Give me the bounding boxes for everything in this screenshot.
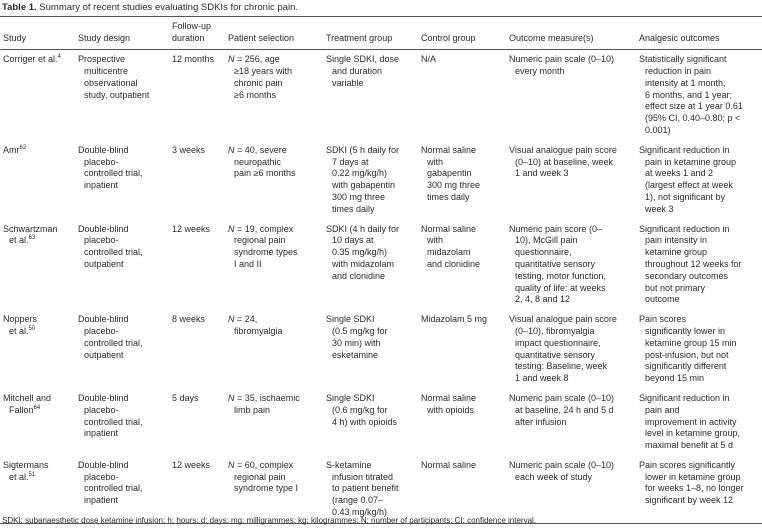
control-group-cell	[418, 50, 506, 141]
outcome-measures-cell	[506, 141, 636, 220]
outcome-measures-cell	[506, 310, 636, 389]
control-group: Normal saline with gabapentin 300 mg three times daily	[421, 144, 481, 202]
reference-number: 51	[28, 471, 36, 478]
analgesic-outcomes: Significant reduction in pain and improvement in activity level in ketamine group, maximal benefit at 5 d	[639, 392, 741, 451]
table-label: Table 1.	[2, 2, 37, 13]
outcome-measures: Numeric pain score (0– 10), McGill pain questionnaire, quantitative sensory testing, motor function, quality of life: at weeks 2, 4, 8 and 12	[509, 223, 607, 305]
table-row	[0, 389, 762, 456]
outcome-measures-cell	[506, 389, 636, 456]
follow-up-duration-cell	[169, 389, 225, 456]
analgesic-outcomes-cell	[636, 220, 762, 311]
table-row	[0, 141, 762, 220]
analgesic-outcomes-cell	[636, 50, 762, 141]
treatment-group-cell	[323, 220, 418, 311]
treatment-group-cell	[323, 456, 418, 523]
outcome-measures-cell	[506, 456, 636, 523]
header-row	[0, 17, 762, 50]
follow-up-duration: 3 weeks	[172, 144, 206, 155]
table-row	[0, 310, 762, 389]
participant-count-symbol: N	[228, 392, 235, 403]
patient-selection-cell	[225, 141, 323, 220]
patient-selection-text: = 24, fibromyalgia	[234, 314, 283, 336]
study-name	[3, 393, 75, 417]
follow-up-duration: 8 weeks	[172, 314, 206, 325]
table-row	[0, 50, 762, 141]
column-header: Analgesic outcomes	[639, 32, 720, 43]
study-design-cell	[75, 310, 169, 389]
control-group-cell	[418, 220, 506, 311]
table-row	[0, 456, 762, 523]
study-design: Double-blind placebo- controlled trial, outpatient	[78, 223, 143, 269]
control-group: N/A	[421, 54, 437, 65]
follow-up-duration-cell	[169, 50, 225, 141]
analgesic-outcomes: Significant reduction in pain intensity in ketamine group throughout 12 weeks for secondary outcomes but not primary outcome	[639, 223, 742, 305]
treatment-group-cell	[323, 141, 418, 220]
study-design-cell	[75, 389, 169, 456]
analgesic-outcomes: Significant reduction in pain in ketamine group at weeks 1 and 2 (largest effect at week 1), not significant by week 3	[639, 144, 737, 214]
study-name-text: Mitchell and Fallon	[3, 392, 52, 415]
study-name-text: Noppers et al.	[3, 314, 38, 336]
control-group-cell	[418, 456, 506, 523]
study-name-text: Schwartzman et al.	[3, 223, 58, 246]
patient-selection-cell	[225, 310, 323, 389]
patient-selection-text: = 60, complex regional pain syndrome type I	[234, 459, 299, 494]
reference-number: 4	[57, 54, 61, 61]
study-design-cell	[75, 50, 169, 141]
reference-number: 50	[28, 325, 36, 332]
analgesic-outcomes: Pain scores significantly lower in ketamine group 15 min post-infusion, but not significantly different beyond 15 min	[639, 314, 737, 384]
patient-selection	[228, 393, 323, 417]
study-design-cell	[75, 456, 169, 523]
column-header: Study design	[78, 32, 131, 43]
follow-up-duration-cell	[169, 141, 225, 220]
control-group-cell	[418, 310, 506, 389]
treatment-group: S-ketamine infusion titrated to patient benefit (range 0.07– 0.43 mg/kg/h)	[326, 459, 399, 518]
patient-selection	[228, 314, 323, 338]
outcome-measures: Visual analogue pain score (0–10) at baseline, week 1 and week 3	[509, 144, 617, 179]
column-header: Treatment group	[326, 32, 393, 43]
analgesic-outcomes-cell	[636, 141, 762, 220]
patient-selection-cell	[225, 220, 323, 311]
study-cell	[0, 220, 75, 311]
analgesic-outcomes-cell	[636, 310, 762, 389]
patient-selection-cell	[225, 389, 323, 456]
control-group: Midazolam 5 mg	[421, 314, 488, 325]
study-cell	[0, 141, 75, 220]
caption-text: Summary of recent studies evaluating SDKIs for chronic pain.	[36, 2, 299, 13]
follow-up-duration: 12 weeks	[172, 223, 211, 234]
treatment-group: Single SDKI (0.6 mg/kg for 4 h) with opioids	[326, 392, 398, 427]
study-name	[3, 460, 75, 484]
follow-up-duration-cell	[169, 310, 225, 389]
patient-selection	[228, 145, 323, 180]
patient-selection	[228, 54, 323, 101]
outcome-measures: Numeric pain scale (0–10) each week of study	[509, 459, 615, 482]
study-name	[3, 314, 75, 338]
study-name-text: Amr	[3, 144, 20, 155]
treatment-group: SDKI (4 h daily for 10 days at 0.35 mg/kg/h) with midazolam and clonidine	[326, 223, 400, 281]
treatment-group: Single SDKI (0.5 mg/kg for 30 min) with esketamine	[326, 314, 388, 360]
follow-up-duration-cell	[169, 220, 225, 311]
study-design-cell	[75, 220, 169, 311]
control-group-cell	[418, 389, 506, 456]
outcome-measures-cell	[506, 220, 636, 311]
study-name	[3, 224, 75, 248]
control-group-cell	[418, 141, 506, 220]
study-design: Double-blind placebo- controlled trial, outpatient	[78, 314, 143, 360]
patient-selection-cell	[225, 456, 323, 523]
outcome-measures: Numeric pain scale (0–10) at baseline, 24 h and 5 d after infusion	[509, 392, 615, 427]
study-design: Double-blind placebo- controlled trial, inpatient	[78, 144, 143, 191]
follow-up-duration: 12 weeks	[172, 459, 211, 470]
patient-selection-text: = 40, severe neuropathic pain ≥6 months	[234, 144, 296, 179]
study-cell	[0, 389, 75, 456]
treatment-group: Single SDKI, dose and duration variable	[326, 54, 400, 88]
table-footnote: SDKI: subanaesthetic dose ketamine infusion; h: hours; d: days; mg: milligrammes; kg: kilogrammes; N: number of participants; CI: confidence interval.	[2, 516, 537, 525]
reference-number: 64	[33, 404, 41, 411]
study-name	[3, 54, 75, 66]
reference-number: 63	[28, 235, 36, 242]
column-header: Outcome measure(s)	[509, 32, 594, 43]
study-name-text: Sigtermans et al.	[3, 459, 49, 482]
study-cell	[0, 456, 75, 523]
analgesic-outcomes-cell	[636, 456, 762, 523]
column-header: Control group	[421, 32, 476, 43]
participant-count-symbol: N	[228, 223, 235, 234]
control-group: Normal saline with opioids	[421, 392, 477, 415]
outcome-measures-cell	[506, 50, 636, 141]
study-cell	[0, 310, 75, 389]
treatment-group-cell	[323, 310, 418, 389]
patient-selection	[228, 460, 323, 495]
reference-number: 62	[19, 144, 27, 151]
treatment-group: SDKI (5 h daily for 7 days at 0.22 mg/kg/h) with gabapentin 300 mg three times daily	[326, 144, 400, 214]
patient-selection-text: = 35, ischaemic limb pain	[234, 392, 300, 415]
outcome-measures: Visual analogue pain score (0–10), fibromyalgia impact questionnaire, quantitative sensory testing: Baseline, week 1 and week 8	[509, 314, 617, 384]
study-design: Prospective multicentre observational study, outpatient	[78, 54, 150, 100]
study-cell	[0, 50, 75, 141]
patient-selection-cell	[225, 50, 323, 141]
treatment-group-cell	[323, 389, 418, 456]
study-name	[3, 145, 75, 157]
follow-up-duration: 12 months	[172, 54, 215, 65]
control-group: Normal saline	[421, 459, 477, 470]
outcome-measures: Numeric pain scale (0–10) every month	[509, 54, 615, 76]
study-design-cell	[75, 141, 169, 220]
analgesic-outcomes: Statistically significant reduction in pain intensity at 1 month, 6 months, and 1 year; effect size at 1 year 0.61 (95% CI, 0.40–0.80; p < 0.001)	[639, 54, 743, 135]
participant-count-symbol: N	[228, 54, 235, 65]
treatment-group-cell	[323, 50, 418, 141]
analgesic-outcomes: Pain scores significantly lower in ketamine group for weeks 1–8, no longer significant by week 12	[639, 459, 744, 506]
study-name-text: Corriger et al.	[3, 54, 58, 65]
patient-selection-text: = 256, age ≥18 years with chronic pain ≥6 months	[234, 54, 292, 100]
study-design: Double-blind placebo- controlled trial, inpatient	[78, 459, 143, 506]
patient-selection	[228, 224, 323, 271]
patient-selection-text: = 19, complex regional pain syndrome types I and II	[234, 223, 298, 269]
column-header: Study	[3, 32, 27, 43]
follow-up-duration-cell	[169, 456, 225, 523]
study-design: Double-blind placebo- controlled trial, inpatient	[78, 392, 143, 439]
control-group: Normal saline with midazolam and clonidine	[421, 223, 481, 269]
studies-table	[0, 16, 762, 524]
participant-count-symbol: N	[228, 144, 235, 155]
follow-up-duration: 5 days	[172, 392, 199, 403]
column-header: Patient selection	[228, 32, 295, 43]
column-header: Follow-up duration	[172, 21, 212, 43]
participant-count-symbol: N	[228, 459, 235, 470]
table-row	[0, 220, 762, 311]
table-caption	[2, 2, 298, 13]
participant-count-symbol: N	[228, 314, 235, 325]
analgesic-outcomes-cell	[636, 389, 762, 456]
